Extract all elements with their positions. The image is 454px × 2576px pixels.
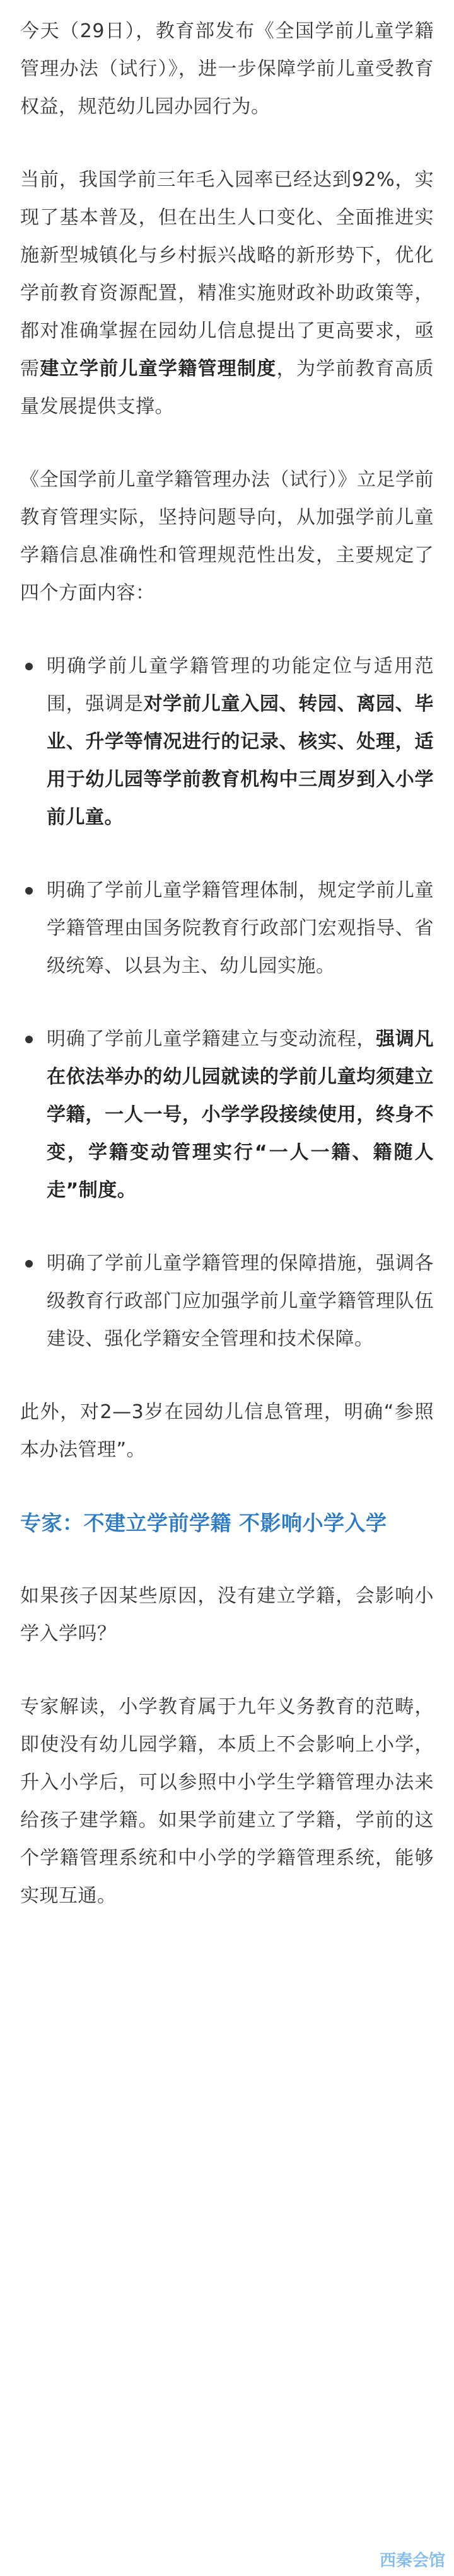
bullet-dot-icon: [25, 887, 33, 895]
expert-answer-paragraph: [20, 1688, 434, 1915]
bullet-dot-icon: [25, 1036, 33, 1043]
key-point-4: [20, 1245, 434, 1358]
key-point-2: [20, 872, 434, 985]
age-note-paragraph: [20, 1394, 434, 1469]
background-paragraph: [20, 161, 434, 426]
key-points-list: [20, 648, 434, 1358]
question-paragraph: [20, 1577, 434, 1653]
expert-answer-text: 专家解读，小学教育属于九年义务教育的范畴，即使没有幼儿园学籍，本质上不会影响上小学，升入小学后，可以参照中小学生学籍管理办法来给孩子建学籍。如果学前建立了学籍，学前的这个学籍管理系统和中小学的学籍管理系统，能够实现互通。: [20, 1696, 434, 1907]
key-point-emphasis: 对学前儿童入园、转园、离园、毕业、升学等情况进行的记录、核实、处理，适用于幼儿园等学前教育机构中三周岁到入小学前儿童。: [47, 693, 434, 828]
background-text-end: ，为学前教育高质量发展提供支撑。: [20, 358, 434, 418]
bullet-dot-icon: [25, 1260, 33, 1268]
key-point-1: [20, 648, 434, 837]
measures-intro-paragraph: [20, 461, 434, 612]
bullet-dot-icon: [25, 663, 33, 670]
intro-text: 今天（29日），教育部发布《全国学前儿童学籍管理办法（试行）》，进一步保障学前儿童受教育权益，规范幼儿园办园行为。: [20, 20, 434, 118]
background-emphasis: 建立学前儿童学籍管理制度: [40, 358, 277, 380]
age-note-text: 此外，对2—3岁在园幼儿信息管理，明确“参照本办法管理”。: [20, 1401, 434, 1461]
watermark-logo: 西秦会馆: [379, 2551, 445, 2570]
key-point-text: 明确了学前儿童学籍管理的保障措施，强调各级教育行政部门应加强学前儿童学籍管理队伍建设、强化学籍安全管理和技术保障。: [47, 1252, 434, 1350]
section-heading: 专家：不建立学前学籍 不影响小学入学: [20, 1511, 387, 1535]
background-text: 当前，我国学前三年毛入园率已经达到92%，实现了基本普及，但在出生人口变化、全面推进实施新型城镇化与乡村振兴战略的新形势下，优化学前教育资源配置，精准实施财政补助政策等，都对准确掌握在园幼儿信息提出了更高要求，亟需: [20, 169, 434, 380]
measures-intro-text: 《全国学前儿童学籍管理办法（试行）》立足学前教育管理实际，坚持问题导向，从加强学前儿童学籍信息准确性和管理规范性出发，主要规定了四个方面内容：: [20, 469, 434, 604]
key-point-text: 明确学前儿童学籍管理的功能定位与适用范围，强调是: [47, 655, 434, 715]
key-point-text: 明确了学前儿童学籍建立与变动流程，: [47, 1028, 376, 1050]
key-point-emphasis: 强调凡在依法举办的幼儿园就读的学前儿童均须建立学籍，一人一号，小学学段接续使用，终身不变，学籍变动管理实行“一人一籍、籍随人走”制度。: [47, 1028, 434, 1201]
intro-paragraph: [20, 13, 434, 126]
key-point-text: 明确了学前儿童学籍管理体制，规定学前儿童学籍管理由国务院教育行政部门宏观指导、省级统筹、以县为主、幼儿园实施。: [47, 879, 434, 977]
key-point-3: [20, 1021, 434, 1210]
question-text: 如果孩子因某些原因，没有建立学籍，会影响小学入学吗？: [20, 1585, 434, 1645]
